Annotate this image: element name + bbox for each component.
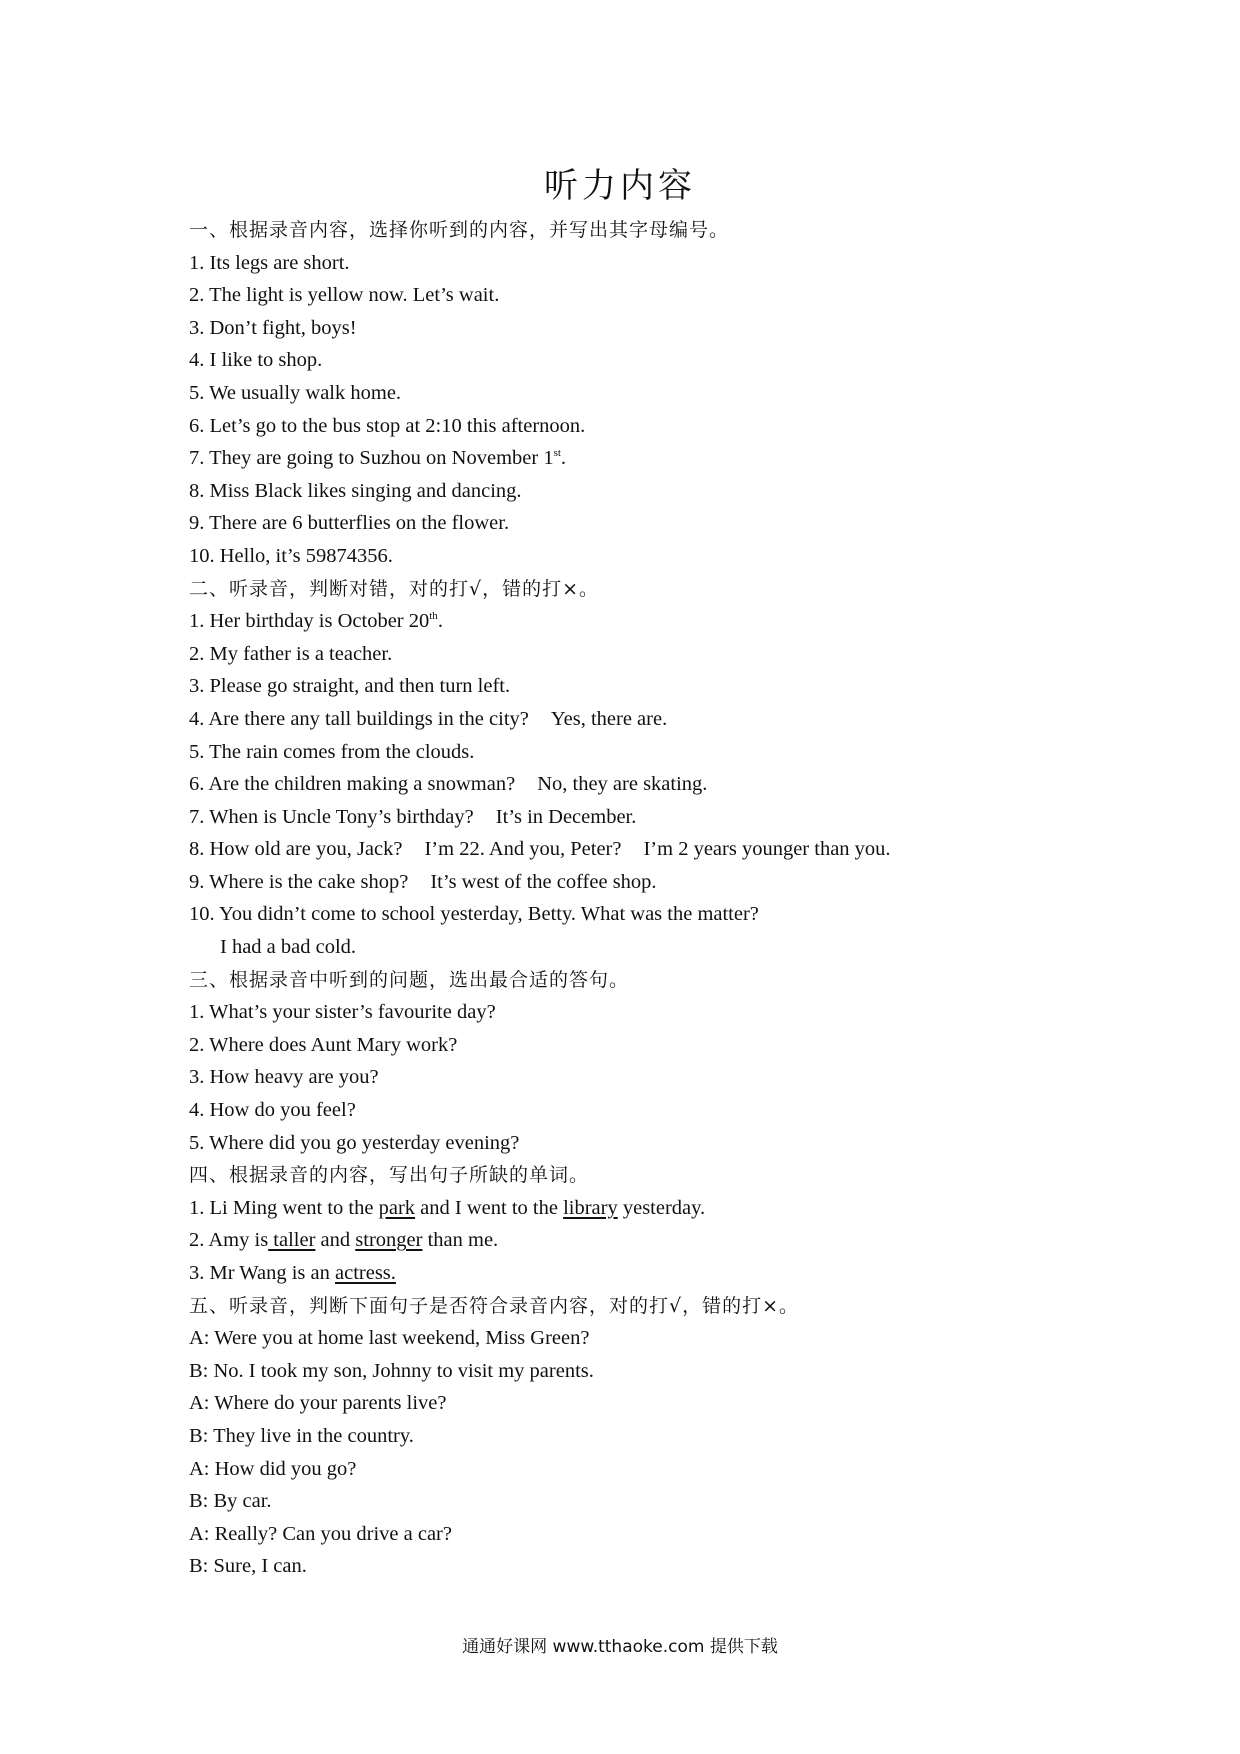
s2-item-10: 10. You didn’t come to school yesterday, Betty. What was the matter? <box>189 903 759 926</box>
s1-item-8: 8. Miss Black likes singing and dancing. <box>189 479 522 502</box>
s4-l1b: and I went to the <box>415 1196 564 1219</box>
s2-item-6 <box>189 768 1189 801</box>
s4-item-3 <box>189 1257 1189 1290</box>
s4-item-2 <box>189 1224 1189 1257</box>
s1-item-6: 6. Let’s go to the bus stop at 2:10 this afternoon. <box>189 414 586 437</box>
s5-line-2: B: No. I took my son, Johnny to visit my parents. <box>189 1359 594 1382</box>
s2-item-1 <box>189 605 1189 638</box>
s5-line-3: A: Where do your parents live? <box>189 1392 447 1415</box>
s2-q4: 4. Are there any tall buildings in the city? <box>189 707 529 730</box>
s2-item-2: 2. My father is a teacher. <box>189 642 393 665</box>
section-1-heading: 一、根据录音内容，选择你听到的内容，并写出其字母编号。 <box>189 219 730 241</box>
section-5-heading: 五、听录音，判断下面句子是否符合录音内容，对的打√，错的打×。 <box>189 1294 800 1317</box>
s2-a6: No, they are skating. <box>537 773 708 796</box>
s2-item-10-answer: I had a bad cold. <box>220 936 357 959</box>
s3-item-1: 1. What’s your sister’s favourite day? <box>189 1001 496 1024</box>
s2-item-8 <box>189 833 1189 866</box>
s2-a7: It’s in December. <box>495 805 637 828</box>
s3-item-3: 3. How heavy are you? <box>189 1066 379 1089</box>
s2-item-1-end: . <box>437 610 443 633</box>
document-body <box>189 214 1189 1583</box>
s2-q7: 7. When is Uncle Tony’s birthday? <box>189 805 474 828</box>
s4-l2c: than me. <box>422 1229 499 1252</box>
s2-item-3: 3. Please go straight, and then turn left. <box>189 675 511 698</box>
s2-a4: Yes, there are. <box>550 707 668 730</box>
s4-answer-taller: taller <box>268 1229 316 1252</box>
s2-item-9 <box>189 866 1189 899</box>
page-title: 听力内容 <box>544 166 696 206</box>
s1-item-5: 5. We usually walk home. <box>189 381 402 404</box>
section-4-heading: 四、根据录音的内容，写出句子所缺的单词。 <box>189 1164 590 1187</box>
s1-item-7 <box>189 442 1189 475</box>
s2-q9: 9. Where is the cake shop? <box>189 870 409 893</box>
s4-answer-library: library <box>563 1196 618 1219</box>
s4-item-1 <box>189 1192 1189 1225</box>
s4-l3a: 3. Mr Wang is an <box>189 1262 336 1284</box>
s1-item-1: 1. Its legs are short. <box>189 251 350 274</box>
s1-item-7-text: 7. They are going to Suzhou on November 1 <box>189 447 554 470</box>
s2-item-1-sup: th <box>429 610 438 623</box>
s2-item-4 <box>189 703 1189 736</box>
s3-item-5: 5. Where did you go yesterday evening? <box>189 1131 520 1154</box>
s5-line-6: B: By car. <box>189 1490 272 1513</box>
s2-q6: 6. Are the children making a snowman? <box>189 773 516 796</box>
s3-item-2: 2. Where does Aunt Mary work? <box>189 1033 458 1056</box>
s2-item-1-text: 1. Her birthday is October 20 <box>189 610 430 633</box>
s1-item-10: 10. Hello, it’s 59874356. <box>189 544 393 567</box>
s2-item-5: 5. The rain comes from the clouds. <box>189 740 475 763</box>
page-footer: 通通好课网 www.tthaoke.com 提供下载 <box>462 1637 778 1657</box>
s5-line-7: A: Really? Can you drive a car? <box>189 1522 452 1545</box>
section-2-heading: 二、听录音，判断对错，对的打√，错的打×。 <box>189 577 600 600</box>
s5-line-8: B: Sure, I can. <box>189 1555 307 1578</box>
s5-line-4: B: They live in the country. <box>189 1424 414 1447</box>
s4-answer-actress: actress. <box>335 1262 396 1284</box>
s5-line-1: A: Were you at home last weekend, Miss Green? <box>189 1327 590 1350</box>
s1-item-2: 2. The light is yellow now. Let’s wait. <box>189 284 500 307</box>
s2-a9: It’s west of the coffee shop. <box>430 870 657 893</box>
s2-a8a: I’m 22. And you, Peter? <box>424 838 622 861</box>
s1-item-3: 3. Don’t fight, boys! <box>189 316 357 339</box>
s4-l1a: 1. Li Ming went to the <box>189 1196 379 1219</box>
s2-a8b: I’m 2 years younger than you. <box>643 838 891 861</box>
s4-answer-park: park <box>378 1196 416 1219</box>
s1-item-7-sup: st <box>553 447 561 460</box>
s4-l2b: and <box>315 1229 356 1252</box>
s5-line-5: A: How did you go? <box>189 1457 357 1480</box>
s4-answer-stronger: stronger <box>355 1229 423 1252</box>
s1-item-9: 9. There are 6 butterflies on the flower. <box>189 512 510 535</box>
s2-q8: 8. How old are you, Jack? <box>189 838 403 861</box>
s4-l1c: yesterday. <box>617 1196 706 1219</box>
s2-item-7 <box>189 801 1189 834</box>
s4-l2a: 2. Amy is <box>189 1229 269 1252</box>
section-3-heading: 三、根据录音中听到的问题，选出最合适的答句。 <box>189 968 630 991</box>
s1-item-7-end: . <box>560 447 567 470</box>
s3-item-4: 4. How do you feel? <box>189 1099 356 1122</box>
s1-item-4: 4. I like to shop. <box>189 349 323 372</box>
